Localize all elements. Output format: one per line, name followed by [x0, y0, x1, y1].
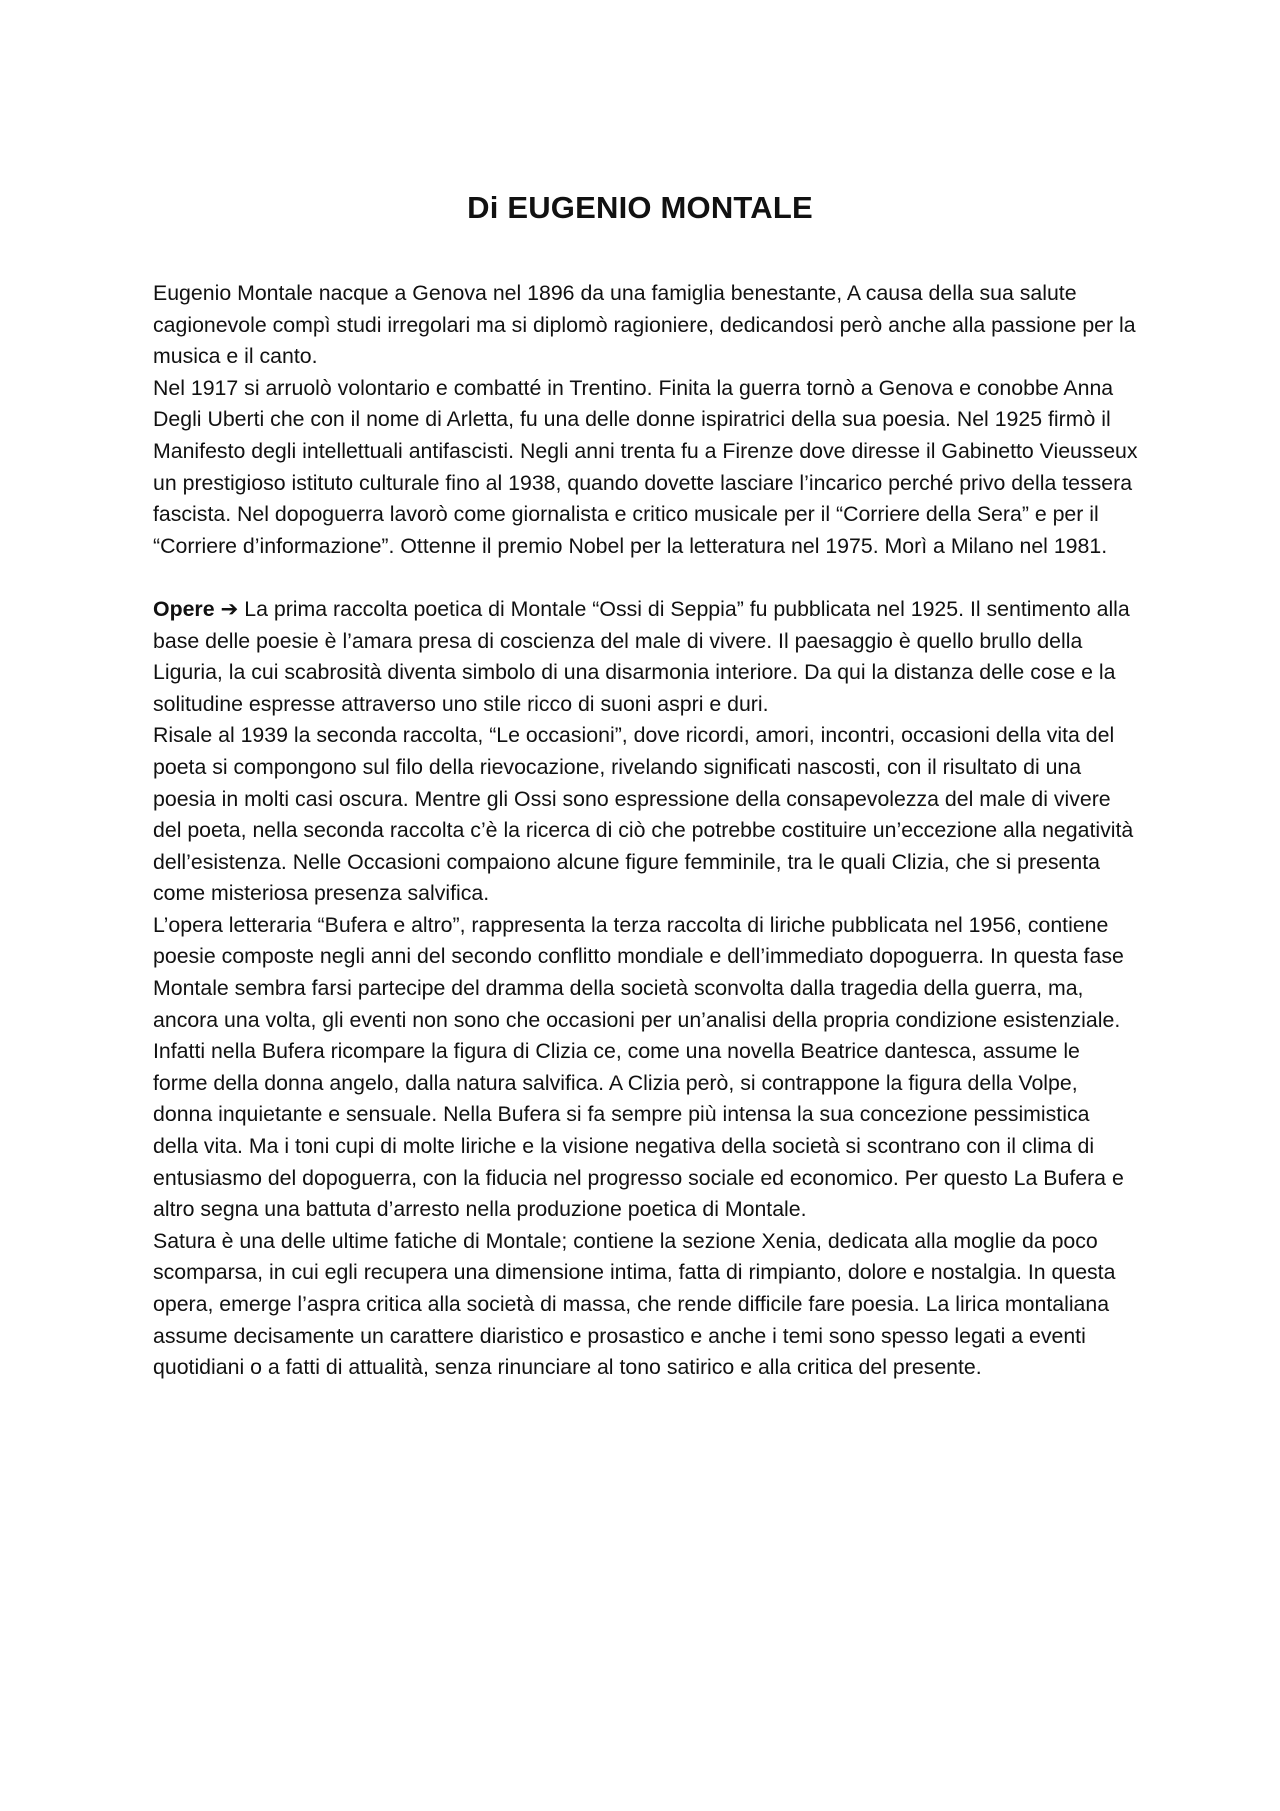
document-body	[153, 278, 1138, 1384]
opere-paragraph-bufera: L’opera letteraria “Bufera e altro”, rappresenta la terza raccolta di liriche pubblicata nel 1956, contiene poesie composte negli anni del secondo conflitto mondiale e dell’immediato dopoguerra. In questa fase Montale sembra farsi partecipe del dramma della società sconvolta dalla tragedia della guerra, ma, ancora una volta, gli eventi non sono che occasioni per un’analisi della propria condizione esistenziale. Infatti nella Bufera ricompare la figura di Clizia ce, come una novella Beatrice dantesca, assume le forme della donna angelo, dalla natura salvifica. A Clizia però, si contrappone la figura della Volpe, donna inquietante e sensuale. Nella Bufera si fa sempre più intensa la sua concezione pessimistica della vita. Ma i toni cupi di molte liriche e la visione negativa della società si scontrano con il clima di entusiasmo del dopoguerra, con la fiducia nel progresso sociale ed economico. Per questo La Bufera e altro segna una battuta d’arresto nella produzione poetica di Montale.	[153, 912, 1124, 1222]
opere-paragraph-satura: Satura è una delle ultime fatiche di Montale; contiene la sezione Xenia, dedicata alla moglie da poco scomparsa, in cui egli recupera una dimensione intima, fatta di rimpianto, dolore e nostalgia. In questa opera, emerge l’aspra critica alla società di massa, che rende difficile fare poesia. La lirica montaliana assume decisamente un carattere diaristico e prosastico e anche i temi sono spesso legati a eventi quotidiani o a fatti di attualità, senza rinunciare al tono satirico e alla critica del presente.	[153, 1228, 1116, 1380]
opere-intro-paragraph	[153, 594, 1138, 720]
paragraph-spacer	[153, 562, 1138, 594]
bio-paragraph-1: Eugenio Montale nacque a Genova nel 1896 da una famiglia benestante, A causa della sua salute cagionevole compì studi irregolari ma si diplomò ragioniere, dedicandosi però anche alla passione per la musica e il canto.	[153, 281, 1136, 369]
right-arrow-icon: ➔	[220, 596, 239, 621]
opere-intro-text: La prima raccolta poetica di Montale “Ossi di Seppia” fu pubblicata nel 1925. Il sentimento alla base delle poesie è l’amara presa di coscienza del male di vivere. Il paesaggio è quello brullo della Liguria, la cui scabrosità diventa simbolo di una disarmonia interiore. Da qui la distanza delle cose e la solitudine espresse attraverso uno stile ricco di suoni aspri e duri.	[153, 596, 1130, 716]
opere-paragraph-occasioni: Risale al 1939 la seconda raccolta, “Le occasioni”, dove ricordi, amori, incontri, occasioni della vita del poeta si compongono sul filo della rievocazione, rivelando significati nascosti, con il risultato di una poesia in molti casi oscura. Mentre gli Ossi sono espressione della consapevolezza del male di vivere del poeta, nella seconda raccolta c’è la ricerca di ciò che potrebbe costituire un’eccezione alla negatività dell’esistenza. Nelle Occasioni compaiono alcune figure femminile, tra le quali Clizia, che si presenta come misteriosa presenza salvifica.	[153, 723, 1134, 906]
opere-label: Opere	[153, 596, 215, 621]
bio-paragraph-2: Nel 1917 si arruolò volontario e combatté in Trentino. Finita la guerra tornò a Genova e conobbe Anna Degli Uberti che con il nome di Arletta, fu una delle donne ispiratrici della sua poesia. Nel 1925 firmò il Manifesto degli intellettuali antifascisti. Negli anni trenta fu a Firenze dove diresse il Gabinetto Vieusseux un prestigioso istituto culturale fino al 1938, quando dovette lasciare l’incarico perché privo della tessera fascista. Nel dopoguerra lavorò come giornalista e critico musicale per il “Corriere della Sera” e per il “Corriere d’informazione”. Ottenne il premio Nobel per la letteratura nel 1975. Morì a Milano nel 1981.	[153, 375, 1138, 558]
document-title: Di EUGENIO MONTALE	[467, 190, 813, 225]
